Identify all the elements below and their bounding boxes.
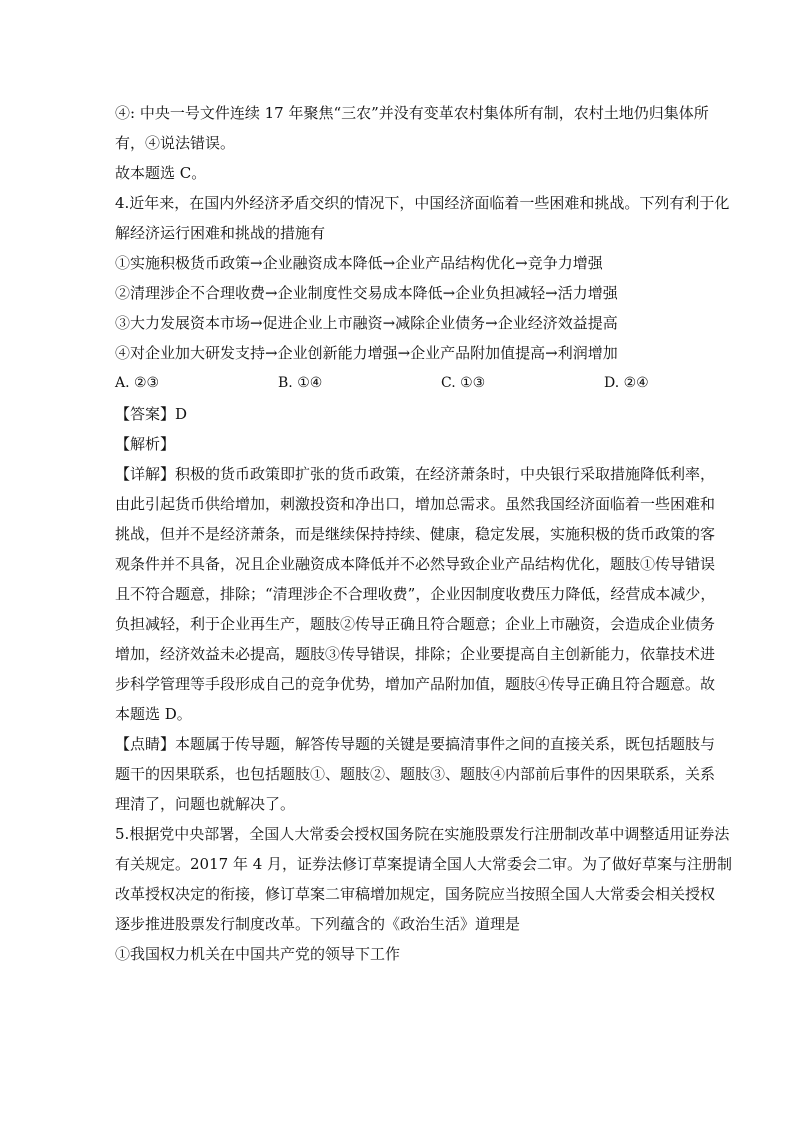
q4-item-2: ②清理涉企不合理收费→企业制度性交易成本降低→企业负担减轻→活力增强 (115, 284, 618, 302)
q4-detail-line-3: 挑战，但并不是经济萧条，而是继续保持持续、健康，稳定发展，实施积极的货币政策的客 (115, 525, 716, 543)
q4-item-4: ④对企业加大研发支持→企业创新能力增强→企业产品附加值提高→利润增加 (115, 344, 618, 362)
q4-detail-line-4: 观条件并不具备，况且企业融资成本降低并不必然导致企业产品结构优化，题肢①传导错误 (115, 555, 716, 573)
q4-detail-line-1: 【详解】积极的货币政策即扩张的货币政策，在经济萧条时，中央银行采取措施降低利率， (115, 465, 716, 483)
prev-answer-line: 故本题选 C。 (115, 164, 207, 182)
q4-detail-line-6: 负担减轻，利于企业再生产，题肢②传导正确且符合题意；企业上市融资，会造成企业债务 (115, 615, 716, 633)
q4-detail-line-8: 步科学管理等手段形成自己的竞争优势，增加产品附加值，题肢④传导正确且符合题意。故 (115, 675, 716, 693)
q4-detail-line-2: 由此引起货币供给增加，刺激投资和净出口，增加总需求。虽然我国经济面临着一些困难和 (115, 495, 716, 513)
q4-detail-line-5: 且不符合题意，排除；“清理涉企不合理收费”，企业因制度收费压力降低，经营成本减少， (115, 585, 716, 603)
q4-item-1: ①实施积极货币政策→企业融资成本降低→企业产品结构优化→竞争力增强 (115, 254, 603, 272)
q5-stem-line-4: 逐步推进股票发行制度改革。下列蕴含的《政治生活》道理是 (115, 915, 521, 933)
q4-analysis-label: 【解析】 (115, 435, 176, 453)
q4-stem-line-2: 解经济运行困难和挑战的措施有 (115, 224, 326, 242)
document-page (115, 98, 733, 969)
q4-answer: 【答案】D (115, 405, 188, 423)
prev-analysis-line-1: ④: 中央一号文件连续 17 年聚焦“三农”并没有变革农村集体所有制，农村土地仍归集体所 (115, 104, 709, 122)
q4-option-a: A. ②③ (115, 375, 160, 391)
q5-item-1: ①我国权力机关在中国共产党的领导下工作 (115, 945, 401, 963)
q5-stem-line-2: 有关规定。2017 年 4 月，证券法修订草案提请全国人大常委会二审。为了做好草案与注册制 (115, 855, 733, 873)
q5-stem-line-1: 5.根据党中央部署，全国人大常委会授权国务院在实施股票发行注册制改革中调整适用证券法 (115, 825, 730, 843)
q4-detail-line-9: 本题选 D。 (115, 705, 192, 723)
q5-stem-line-3: 改革授权决定的衔接，修订草案二审稿增加规定，国务院应当按照全国人大常委会相关授权 (115, 885, 716, 903)
q4-option-c: C. ①③ (441, 375, 486, 391)
q4-tip-line-2: 题干的因果联系，也包括题肢①、题肢②、题肢③、题肢④内部前后事件的因果联系，关系 (115, 765, 716, 783)
prev-analysis-line-2: 有，④说法错误。 (115, 134, 236, 152)
q4-options (115, 368, 690, 399)
q4-detail-line-7: 增加，经济效益未必提高，题肢③传导错误，排除；企业要提高自主创新能力，依靠技术进 (115, 645, 716, 663)
q4-option-b: B. ①④ (278, 375, 323, 391)
q4-option-d: D. ②④ (604, 375, 649, 391)
q4-tip-line-3: 理清了，问题也就解决了。 (115, 795, 296, 813)
q4-tip-line-1: 【点睛】本题属于传导题，解答传导题的关键是要搞清事件之间的直接关系，既包括题肢与 (115, 735, 716, 753)
q4-item-3: ③大力发展资本市场→促进企业上市融资→减除企业债务→企业经济效益提高 (115, 314, 618, 332)
q4-stem-line-1: 4.近年来，在国内外经济矛盾交织的情况下，中国经济面临着一些困难和挑战。下列有利于化 (115, 194, 730, 212)
